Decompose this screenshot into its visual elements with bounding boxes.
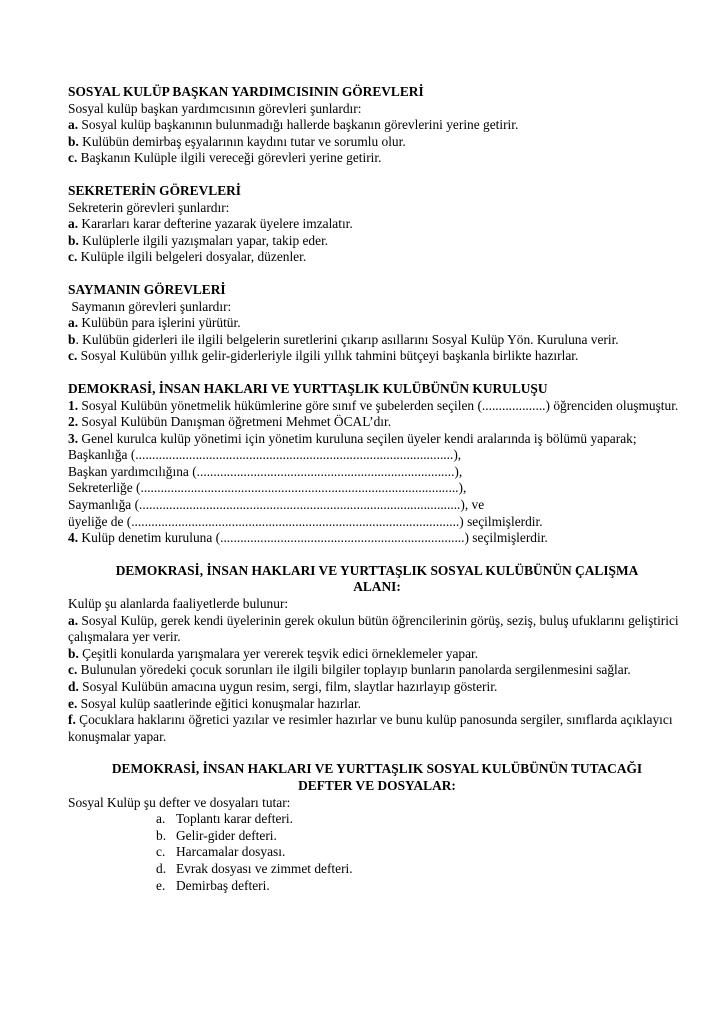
list-item [68, 414, 680, 431]
item-text: Sosyal Kulübün yıllık gelir-giderleriyle ilgili yıllık tahmini bütçeyi başkanla birlikte hazırlar. [77, 348, 579, 364]
item-text: Sosyal kulüp başkanının bulunmadığı hallerde başkanın görevlerini yerine getirir. [78, 117, 519, 133]
item-marker: c. [68, 348, 78, 364]
section-title: SAYMANIN GÖREVLERİ [68, 281, 226, 297]
list-item [156, 861, 680, 878]
item-text: Kulübün para işlerini yürütür. [78, 315, 241, 331]
document-page [68, 84, 680, 910]
list-item [68, 431, 680, 448]
section-title-line1: DEMOKRASİ, İNSAN HAKLARI VE YURTTAŞLIK SOSYAL KULÜBÜNÜN ÇALIŞMA [115, 562, 639, 578]
section-intro: Sosyal Kulüp şu defter ve dosyaları tutar: [68, 794, 291, 810]
list-item [68, 646, 680, 663]
item-text: Harcamalar dosyası. [176, 844, 286, 860]
item-text: Genel kurulca kulüp yönetimi için yönetim kuruluna seçilen üyeler kendi aralarında iş bölümü yaparak; [78, 430, 637, 446]
item-text: Kulüplerle ilgili yazışmaları yapar, takip eder. [78, 232, 329, 248]
item-text: Gelir-gider defteri. [176, 827, 277, 843]
list-item [68, 398, 680, 415]
list-item [68, 216, 680, 233]
list-item [156, 828, 680, 845]
item-marker: a. [68, 216, 79, 232]
item-marker: 4. [68, 530, 79, 546]
item-marker: 3. [68, 430, 79, 446]
role-line: Saymanlığa (................................................................................................), ve [68, 497, 485, 513]
section-title: SEKRETERİN GÖREVLERİ [68, 182, 242, 198]
item-text: Demirbaş defteri. [176, 877, 270, 893]
section-title-line2: ALANI: [353, 579, 401, 595]
section-title: DEMOKRASİ, İNSAN HAKLARI VE YURTTAŞLIK KULÜBÜNÜN KURULUŞU [68, 380, 548, 396]
item-marker: d. [68, 679, 79, 694]
item-text: Sosyal Kulübün Danışman öğretmeni Mehmet ÖCAL’dır. [78, 414, 392, 430]
item-marker: f. [68, 712, 76, 728]
item-label: a. [156, 811, 166, 827]
list-item [68, 332, 680, 349]
item-label: e. [156, 877, 166, 893]
role-line: üyeliğe de (..................................................................................................) seçilmişlerdir. [68, 513, 543, 529]
list-item [68, 117, 680, 134]
list-item [68, 662, 680, 679]
item-marker: a. [68, 612, 79, 628]
item-marker: 1. [68, 397, 79, 413]
role-line: Başkanlığa (...............................................................................................), [68, 447, 462, 463]
item-text: Kararları karar defterine yazarak üyelere imzalatır. [78, 216, 353, 232]
list-item [68, 613, 680, 646]
defter-list [156, 811, 680, 894]
list-item [156, 844, 680, 861]
item-text: Başkanın Kulüple ilgili vereceği görevleri yerine getirir. [77, 150, 382, 166]
section-intro: Sosyal kulüp başkan yardımcısının görevleri şunlardır: [68, 100, 362, 116]
item-text: Sosyal Kulübün yönetmelik hükümlerine göre sınıf ve şubelerden seçilen (...................) öğrenciden oluşmuştur. [78, 397, 679, 413]
item-text: Çeşitli konularda yarışmalara yer vererek teşvik edici örneklemeler yapar. [78, 645, 479, 661]
item-marker: b. [68, 133, 79, 149]
item-text: Evrak dosyası ve zimmet defteri. [176, 860, 353, 876]
item-marker: c. [68, 150, 78, 166]
section-calisma-alani [68, 563, 680, 746]
item-text: Kulüp denetim kuruluna (.........................................................................) seçilmişlerdir. [78, 530, 548, 546]
list-item [68, 150, 680, 167]
item-text: Sosyal Kulübün amacına uygun resim, sergi, film, slaytlar hazırlayıp gösterir. [78, 679, 498, 694]
section-intro: Kulüp şu alanlarda faaliyetlerde bulunur: [68, 596, 289, 612]
section-title [74, 563, 680, 596]
item-label: b. [156, 827, 167, 843]
item-marker: a. [68, 315, 79, 331]
section-defter-dosyalar [68, 761, 680, 894]
list-item [68, 348, 680, 365]
item-marker: b [68, 331, 76, 347]
role-line: Başkan yardımcılığına (.............................................................................), [68, 463, 463, 479]
section-intro: Sekreterin görevleri şunlardır: [68, 199, 230, 215]
section-title: SOSYAL KULÜP BAŞKAN YARDIMCISININ GÖREVLERİ [68, 84, 424, 99]
item-marker: b. [68, 232, 79, 248]
list-item [156, 878, 680, 895]
item-text: Kulüple ilgili belgeleri dosyalar, düzenler. [77, 249, 307, 265]
list-item [68, 679, 680, 696]
item-text: . Kulübün giderleri ile ilgili belgelerin suretlerini çıkarıp asıllarını Sosyal Kulüp Yön. Kuruluna verir. [75, 331, 619, 347]
item-marker: a. [68, 117, 79, 133]
list-item [156, 811, 680, 828]
item-marker: e. [68, 695, 78, 711]
section-title [74, 761, 680, 794]
list-item [68, 696, 680, 713]
item-text: Sosyal Kulüp, gerek kendi üyelerinin gerek okulun bütün öğrencilerinin görüş, seziş, buluş ufuklarını geliştirici çalışmalara yer verir. [68, 612, 679, 645]
item-label: c. [156, 844, 166, 860]
item-text: Toplantı karar defteri. [176, 811, 293, 827]
item-text: Kulübün demirbaş eşyalarının kaydını tutar ve sorumlu olur. [78, 133, 406, 149]
item-marker: c. [68, 249, 78, 265]
item-label: d. [156, 860, 167, 876]
section-sayman [68, 282, 680, 365]
section-intro: Saymanın görevleri şunlardır: [68, 298, 232, 314]
item-marker: b. [68, 645, 79, 661]
item-text: Çocuklara haklarını öğretici yazılar ve resimler hazırlar ve bunu kulüp panosunda sergiler, sınıflarda açıklayıcı konuşmalar yapar. [68, 712, 673, 744]
item-marker: c. [68, 662, 78, 678]
list-item [68, 233, 680, 250]
item-text: Sosyal kulüp saatlerinde eğitici konuşmalar hazırlar. [77, 695, 362, 711]
item-text: Bulunulan yöredeki çocuk sorunları ile ilgili bilgiler toplayıp bunların panolarda sergilenmesini sağlar. [77, 662, 631, 678]
list-item [68, 315, 680, 332]
section-baskan-yardimcisi [68, 84, 680, 167]
list-item [68, 712, 680, 745]
role-line: Sekreterliğe (...............................................................................................), [68, 480, 467, 496]
section-sekreter [68, 183, 680, 266]
list-item [68, 134, 680, 151]
section-kurulus [68, 381, 680, 547]
list-item [68, 530, 680, 547]
section-title-line2: DEFTER VE DOSYALAR: [298, 777, 456, 793]
item-marker: 2. [68, 414, 79, 430]
list-item [68, 249, 680, 266]
section-title-line1: DEMOKRASİ, İNSAN HAKLARI VE YURTTAŞLIK SOSYAL KULÜBÜNÜN TUTACAĞI [111, 761, 643, 777]
